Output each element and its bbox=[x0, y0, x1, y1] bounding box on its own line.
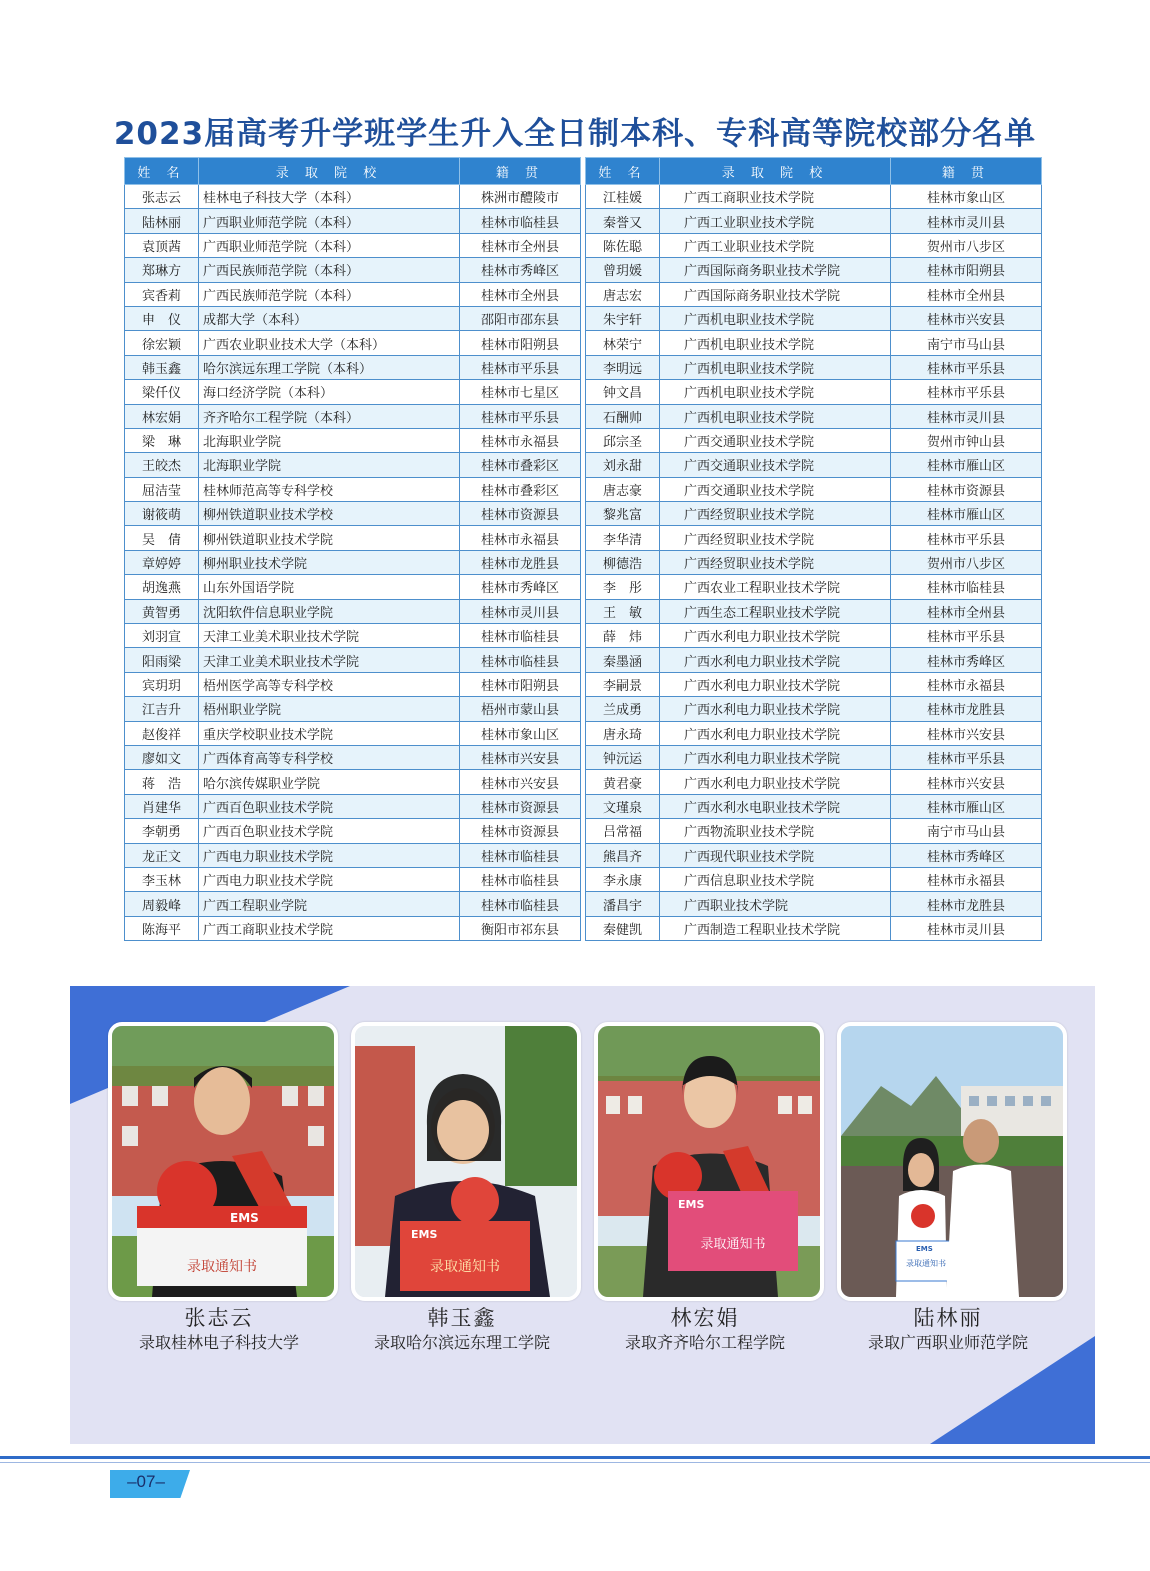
table-row bbox=[125, 770, 581, 794]
student-name-cell: 李明远 bbox=[586, 355, 660, 379]
admitted-school-cell: 齐齐哈尔工程学院（本科） bbox=[199, 404, 460, 428]
student-name-cell: 李 彤 bbox=[586, 575, 660, 599]
letter-text: 录取通知书 bbox=[430, 1259, 500, 1275]
hometown-cell: 桂林市兴安县 bbox=[891, 721, 1042, 745]
student-name-cell: 李永康 bbox=[586, 867, 660, 891]
table-row bbox=[586, 428, 1042, 452]
admitted-school: 录取齐齐哈尔工程学院 bbox=[624, 1333, 785, 1352]
hometown-cell: 桂林市雁山区 bbox=[891, 502, 1042, 526]
hometown-cell: 桂林市叠彩区 bbox=[460, 453, 581, 477]
table-row bbox=[125, 867, 581, 891]
hometown-cell: 桂林市阳朔县 bbox=[460, 672, 581, 696]
hometown-cell: 桂林市龙胜县 bbox=[891, 892, 1042, 916]
table-row bbox=[586, 745, 1042, 769]
student-name-cell: 林荣宁 bbox=[586, 331, 660, 355]
admitted-school-cell: 成都大学（本科） bbox=[199, 306, 460, 330]
hometown-cell: 桂林市龙胜县 bbox=[891, 697, 1042, 721]
table-row bbox=[125, 185, 581, 209]
admitted-school-cell: 广西水利电力职业技术学院 bbox=[660, 648, 891, 672]
student-name-cell: 肖建华 bbox=[125, 794, 199, 818]
student-name: 张志云 bbox=[184, 1306, 254, 1330]
table-row bbox=[125, 526, 581, 550]
hometown-cell: 桂林市灵川县 bbox=[891, 209, 1042, 233]
admitted-school-cell: 广西现代职业技术学院 bbox=[660, 843, 891, 867]
student-name-cell: 唐志豪 bbox=[586, 477, 660, 501]
student-name-cell: 屈洁莹 bbox=[125, 477, 199, 501]
admission-list bbox=[124, 157, 1042, 941]
admitted-school-cell: 广西机电职业技术学院 bbox=[660, 355, 891, 379]
hometown-cell: 桂林市永福县 bbox=[460, 526, 581, 550]
hometown-cell: 桂林市临桂县 bbox=[460, 648, 581, 672]
admitted-school-cell: 广西水利电力职业技术学院 bbox=[660, 770, 891, 794]
hometown-cell: 桂林市全州县 bbox=[460, 233, 581, 257]
hometown-cell: 桂林市平乐县 bbox=[460, 355, 581, 379]
admitted-school-cell: 广西民族师范学院（本科） bbox=[199, 282, 460, 306]
page-title: 2023届高考升学班学生升入全日制本科、专科高等院校部分名单 bbox=[113, 116, 1037, 152]
student-name-cell: 江吉升 bbox=[125, 697, 199, 721]
admitted-school-cell: 山东外国语学院 bbox=[199, 575, 460, 599]
hometown-cell: 桂林市资源县 bbox=[891, 477, 1042, 501]
hometown-cell: 桂林市平乐县 bbox=[891, 624, 1042, 648]
hometown-cell: 桂林市兴安县 bbox=[891, 306, 1042, 330]
admitted-school-cell: 柳州铁道职业技术学校 bbox=[199, 502, 460, 526]
admitted-school-cell: 广西机电职业技术学院 bbox=[660, 306, 891, 330]
admitted-school-cell: 广西水利电力职业技术学院 bbox=[660, 745, 891, 769]
admitted-school: 录取广西职业师范学院 bbox=[867, 1333, 1028, 1352]
student-name-cell: 谢筱萌 bbox=[125, 502, 199, 526]
admitted-school-cell: 广西水利电力职业技术学院 bbox=[660, 697, 891, 721]
student-name-cell: 申 仪 bbox=[125, 306, 199, 330]
student-name-cell: 兰成勇 bbox=[586, 697, 660, 721]
table-row bbox=[586, 770, 1042, 794]
hometown-cell: 桂林市平乐县 bbox=[891, 526, 1042, 550]
photo-caption bbox=[342, 1305, 582, 1355]
hometown-cell: 桂林市临桂县 bbox=[460, 624, 581, 648]
admitted-school-cell: 广西百色职业技术学院 bbox=[199, 819, 460, 843]
hometown-cell: 贺州市八步区 bbox=[891, 550, 1042, 574]
admitted-school-cell: 北海职业学院 bbox=[199, 428, 460, 452]
ems-logo: EMS bbox=[411, 1228, 438, 1241]
student-photo-image bbox=[841, 1026, 1063, 1297]
table-row bbox=[586, 721, 1042, 745]
student-name-cell: 刘永甜 bbox=[586, 453, 660, 477]
student-name-cell: 熊昌齐 bbox=[586, 843, 660, 867]
student-name-cell: 蒋 浩 bbox=[125, 770, 199, 794]
student-name-cell: 邱宗圣 bbox=[586, 428, 660, 452]
admitted-school-cell: 广西百色职业技术学院 bbox=[199, 794, 460, 818]
admitted-school-cell: 广西机电职业技术学院 bbox=[660, 331, 891, 355]
student-name-cell: 陈佐聪 bbox=[586, 233, 660, 257]
student-name-cell: 秦誉又 bbox=[586, 209, 660, 233]
student-name-cell: 柳德浩 bbox=[586, 550, 660, 574]
student-name-cell: 徐宏颖 bbox=[125, 331, 199, 355]
table-row bbox=[125, 233, 581, 257]
table-row bbox=[586, 233, 1042, 257]
student-name: 陆林丽 bbox=[913, 1306, 983, 1330]
student-name-cell: 廖如文 bbox=[125, 745, 199, 769]
header-hometown: 籍 贯 bbox=[891, 158, 1042, 185]
table-row bbox=[125, 477, 581, 501]
admitted-school-cell: 广西民族师范学院（本科） bbox=[199, 258, 460, 282]
table-row bbox=[125, 282, 581, 306]
hometown-cell: 桂林市兴安县 bbox=[891, 770, 1042, 794]
admitted-school-cell: 广西生态工程职业技术学院 bbox=[660, 599, 891, 623]
table-row bbox=[125, 550, 581, 574]
student-name-cell: 赵俊祥 bbox=[125, 721, 199, 745]
hometown-cell: 桂林市资源县 bbox=[460, 794, 581, 818]
table-row bbox=[125, 306, 581, 330]
admitted-school: 录取桂林电子科技大学 bbox=[138, 1333, 299, 1352]
student-photo-image bbox=[355, 1026, 577, 1297]
header-school: 录 取 院 校 bbox=[660, 158, 891, 185]
hometown-cell: 桂林市平乐县 bbox=[460, 404, 581, 428]
student-photo-image bbox=[598, 1026, 820, 1297]
hometown-cell: 南宁市马山县 bbox=[891, 331, 1042, 355]
admitted-school-cell: 广西工程职业学院 bbox=[199, 892, 460, 916]
admitted-school-cell: 广西信息职业技术学院 bbox=[660, 867, 891, 891]
table-row bbox=[586, 502, 1042, 526]
letter-text: 录取通知书 bbox=[906, 1259, 946, 1268]
student-name-cell: 陆林丽 bbox=[125, 209, 199, 233]
hometown-cell: 桂林市龙胜县 bbox=[460, 550, 581, 574]
table-row bbox=[586, 258, 1042, 282]
hometown-cell: 衡阳市祁东县 bbox=[460, 916, 581, 940]
table-row bbox=[125, 624, 581, 648]
student-photo bbox=[108, 1022, 338, 1301]
table-row bbox=[586, 648, 1042, 672]
table-row bbox=[586, 282, 1042, 306]
admitted-school-cell: 海口经济学院（本科） bbox=[199, 380, 460, 404]
letter-text: 录取通知书 bbox=[187, 1259, 257, 1275]
admitted-school-cell: 广西水利水电职业技术学院 bbox=[660, 794, 891, 818]
table-row bbox=[586, 209, 1042, 233]
table-row bbox=[125, 916, 581, 940]
hometown-cell: 桂林市雁山区 bbox=[891, 453, 1042, 477]
table-row bbox=[125, 355, 581, 379]
photo-caption bbox=[585, 1305, 825, 1355]
admitted-school-cell: 北海职业学院 bbox=[199, 453, 460, 477]
hometown-cell: 桂林市阳朔县 bbox=[460, 331, 581, 355]
student-photo-image bbox=[112, 1026, 334, 1297]
student-name-cell: 吕常福 bbox=[586, 819, 660, 843]
hometown-cell: 桂林市临桂县 bbox=[460, 867, 581, 891]
table-row bbox=[125, 892, 581, 916]
hometown-cell: 桂林市永福县 bbox=[460, 428, 581, 452]
student-name-cell: 文瑾泉 bbox=[586, 794, 660, 818]
hometown-cell: 桂林市全州县 bbox=[460, 282, 581, 306]
admitted-school-cell: 广西职业技术学院 bbox=[660, 892, 891, 916]
table-row bbox=[125, 331, 581, 355]
hometown-cell: 桂林市秀峰区 bbox=[460, 575, 581, 599]
table-row bbox=[125, 502, 581, 526]
admitted-school-cell: 广西农业工程职业技术学院 bbox=[660, 575, 891, 599]
student-name-cell: 宾香莉 bbox=[125, 282, 199, 306]
hometown-cell: 桂林市灵川县 bbox=[891, 916, 1042, 940]
student-name-cell: 王 敏 bbox=[586, 599, 660, 623]
table-row bbox=[586, 477, 1042, 501]
ems-logo: EMS bbox=[678, 1198, 705, 1211]
student-name-cell: 陈海平 bbox=[125, 916, 199, 940]
table-row bbox=[125, 599, 581, 623]
hometown-cell: 桂林市秀峰区 bbox=[460, 258, 581, 282]
admission-table-left bbox=[124, 157, 581, 941]
table-row bbox=[125, 648, 581, 672]
photo-caption bbox=[99, 1305, 339, 1355]
admission-table-right bbox=[585, 157, 1042, 941]
hometown-cell: 桂林市叠彩区 bbox=[460, 477, 581, 501]
hometown-cell: 桂林市全州县 bbox=[891, 599, 1042, 623]
student-name-cell: 王皎杰 bbox=[125, 453, 199, 477]
header-hometown: 籍 贯 bbox=[460, 158, 581, 185]
admitted-school-cell: 广西交通职业技术学院 bbox=[660, 453, 891, 477]
admitted-school-cell: 广西交通职业技术学院 bbox=[660, 477, 891, 501]
admitted-school-cell: 桂林电子科技大学（本科） bbox=[199, 185, 460, 209]
hometown-cell: 梧州市蒙山县 bbox=[460, 697, 581, 721]
table-row bbox=[586, 355, 1042, 379]
admitted-school-cell: 广西体育高等专科学校 bbox=[199, 745, 460, 769]
student-name-cell: 唐志宏 bbox=[586, 282, 660, 306]
hometown-cell: 株洲市醴陵市 bbox=[460, 185, 581, 209]
hometown-cell: 桂林市资源县 bbox=[460, 502, 581, 526]
student-name-cell: 李嗣景 bbox=[586, 672, 660, 696]
student-name: 林宏娟 bbox=[670, 1306, 740, 1330]
hometown-cell: 桂林市雁山区 bbox=[891, 794, 1042, 818]
student-name-cell: 江桂媛 bbox=[586, 185, 660, 209]
table-row bbox=[125, 428, 581, 452]
header-school: 录 取 院 校 bbox=[199, 158, 460, 185]
hometown-cell: 桂林市灵川县 bbox=[460, 599, 581, 623]
student-name-cell: 秦墨涵 bbox=[586, 648, 660, 672]
admitted-school-cell: 广西机电职业技术学院 bbox=[660, 404, 891, 428]
table-row bbox=[586, 453, 1042, 477]
hometown-cell: 桂林市永福县 bbox=[891, 672, 1042, 696]
admitted-school-cell: 广西交通职业技术学院 bbox=[660, 428, 891, 452]
table-row bbox=[125, 258, 581, 282]
admitted-school-cell: 天津工业美术职业技术学院 bbox=[199, 624, 460, 648]
student-name-cell: 黄智勇 bbox=[125, 599, 199, 623]
admitted-school-cell: 重庆学校职业技术学院 bbox=[199, 721, 460, 745]
student-name-cell: 章婷婷 bbox=[125, 550, 199, 574]
table-row bbox=[586, 624, 1042, 648]
table-row bbox=[125, 380, 581, 404]
hometown-cell: 桂林市全州县 bbox=[891, 282, 1042, 306]
hometown-cell: 桂林市资源县 bbox=[460, 819, 581, 843]
hometown-cell: 桂林市临桂县 bbox=[891, 575, 1042, 599]
student-name-cell: 唐永琦 bbox=[586, 721, 660, 745]
student-name-cell: 张志云 bbox=[125, 185, 199, 209]
table-row bbox=[125, 819, 581, 843]
hometown-cell: 桂林市兴安县 bbox=[460, 770, 581, 794]
admitted-school-cell: 广西工商职业技术学院 bbox=[199, 916, 460, 940]
photo-caption bbox=[828, 1305, 1068, 1355]
admitted-school-cell: 广西国际商务职业技术学院 bbox=[660, 282, 891, 306]
student-photo bbox=[594, 1022, 824, 1301]
admitted-school-cell: 广西水利电力职业技术学院 bbox=[660, 624, 891, 648]
hometown-cell: 桂林市平乐县 bbox=[891, 745, 1042, 769]
student-name-cell: 梁仟仪 bbox=[125, 380, 199, 404]
student-name-cell: 韩玉鑫 bbox=[125, 355, 199, 379]
student-name-cell: 郑琳方 bbox=[125, 258, 199, 282]
ems-logo: EMS bbox=[230, 1211, 259, 1225]
hometown-cell: 桂林市临桂县 bbox=[460, 209, 581, 233]
hometown-cell: 桂林市七星区 bbox=[460, 380, 581, 404]
student-name-cell: 潘昌宇 bbox=[586, 892, 660, 916]
admitted-school-cell: 哈尔滨远东理工学院（本科） bbox=[199, 355, 460, 379]
hometown-cell: 贺州市钟山县 bbox=[891, 428, 1042, 452]
table-row bbox=[125, 697, 581, 721]
header-name: 姓 名 bbox=[586, 158, 660, 185]
table-row bbox=[586, 185, 1042, 209]
admitted-school-cell: 梧州职业学院 bbox=[199, 697, 460, 721]
hometown-cell: 桂林市象山区 bbox=[891, 185, 1042, 209]
admitted-school-cell: 广西工业职业技术学院 bbox=[660, 209, 891, 233]
admitted-school-cell: 广西农业职业技术大学（本科） bbox=[199, 331, 460, 355]
admitted-school-cell: 广西电力职业技术学院 bbox=[199, 867, 460, 891]
admitted-school-cell: 广西经贸职业技术学院 bbox=[660, 526, 891, 550]
hometown-cell: 桂林市平乐县 bbox=[891, 380, 1042, 404]
student-name-cell: 钟沅运 bbox=[586, 745, 660, 769]
hometown-cell: 桂林市秀峰区 bbox=[891, 843, 1042, 867]
student-photo bbox=[351, 1022, 581, 1301]
table-row bbox=[586, 794, 1042, 818]
admitted-school-cell: 沈阳软件信息职业学院 bbox=[199, 599, 460, 623]
hometown-cell: 桂林市象山区 bbox=[460, 721, 581, 745]
student-name-cell: 李朝勇 bbox=[125, 819, 199, 843]
admitted-school-cell: 广西制造工程职业技术学院 bbox=[660, 916, 891, 940]
letter-text: 录取通知书 bbox=[700, 1237, 766, 1252]
student-name-cell: 曾玥媛 bbox=[586, 258, 660, 282]
admitted-school: 录取哈尔滨远东理工学院 bbox=[373, 1333, 550, 1352]
header-name: 姓 名 bbox=[125, 158, 199, 185]
admitted-school-cell: 广西电力职业技术学院 bbox=[199, 843, 460, 867]
admitted-school-cell: 广西国际商务职业技术学院 bbox=[660, 258, 891, 282]
table-row bbox=[586, 867, 1042, 891]
student-name-cell: 刘羽宣 bbox=[125, 624, 199, 648]
table-row bbox=[586, 331, 1042, 355]
student-name-cell: 周毅峰 bbox=[125, 892, 199, 916]
student-name-cell: 梁 琳 bbox=[125, 428, 199, 452]
student-photo-panel bbox=[70, 986, 1095, 1444]
table-row bbox=[125, 745, 581, 769]
admitted-school-cell: 广西水利电力职业技术学院 bbox=[660, 721, 891, 745]
table-row bbox=[586, 550, 1042, 574]
admitted-school-cell: 柳州职业技术学院 bbox=[199, 550, 460, 574]
admitted-school-cell: 广西经贸职业技术学院 bbox=[660, 502, 891, 526]
student-name-cell: 龙正文 bbox=[125, 843, 199, 867]
hometown-cell: 邵阳市邵东县 bbox=[460, 306, 581, 330]
table-row bbox=[586, 306, 1042, 330]
student-name: 韩玉鑫 bbox=[427, 1306, 497, 1330]
student-name-cell: 阳雨梁 bbox=[125, 648, 199, 672]
admitted-school-cell: 广西工业职业技术学院 bbox=[660, 233, 891, 257]
admitted-school-cell: 广西水利电力职业技术学院 bbox=[660, 672, 891, 696]
page-number: –07– bbox=[127, 1472, 165, 1491]
hometown-cell: 桂林市秀峰区 bbox=[891, 648, 1042, 672]
hometown-cell: 桂林市阳朔县 bbox=[891, 258, 1042, 282]
admitted-school-cell: 天津工业美术职业技术学院 bbox=[199, 648, 460, 672]
admitted-school-cell: 梧州医学高等专科学校 bbox=[199, 672, 460, 696]
hometown-cell: 南宁市马山县 bbox=[891, 819, 1042, 843]
table-row bbox=[586, 575, 1042, 599]
student-name-cell: 袁顶茜 bbox=[125, 233, 199, 257]
student-name-cell: 朱宇轩 bbox=[586, 306, 660, 330]
admitted-school-cell: 柳州铁道职业技术学院 bbox=[199, 526, 460, 550]
student-name-cell: 钟文昌 bbox=[586, 380, 660, 404]
admitted-school-cell: 桂林师范高等专科学校 bbox=[199, 477, 460, 501]
table-row bbox=[125, 721, 581, 745]
table-row bbox=[586, 819, 1042, 843]
table-row bbox=[586, 672, 1042, 696]
hometown-cell: 贺州市八步区 bbox=[891, 233, 1042, 257]
table-row bbox=[125, 672, 581, 696]
hometown-cell: 桂林市兴安县 bbox=[460, 745, 581, 769]
admitted-school-cell: 哈尔滨传媒职业学院 bbox=[199, 770, 460, 794]
table-row bbox=[125, 453, 581, 477]
table-row bbox=[125, 843, 581, 867]
hometown-cell: 桂林市灵川县 bbox=[891, 404, 1042, 428]
admitted-school-cell: 广西工商职业技术学院 bbox=[660, 185, 891, 209]
ems-logo: EMS bbox=[916, 1245, 933, 1253]
hometown-cell: 桂林市临桂县 bbox=[460, 892, 581, 916]
admitted-school-cell: 广西职业师范学院（本科） bbox=[199, 209, 460, 233]
student-photo bbox=[837, 1022, 1067, 1301]
table-row bbox=[586, 526, 1042, 550]
table-row bbox=[125, 209, 581, 233]
table-row bbox=[125, 575, 581, 599]
student-name-cell: 胡逸燕 bbox=[125, 575, 199, 599]
table-row bbox=[586, 380, 1042, 404]
student-name-cell: 吴 倩 bbox=[125, 526, 199, 550]
admitted-school-cell: 广西经贸职业技术学院 bbox=[660, 550, 891, 574]
student-name-cell: 李华清 bbox=[586, 526, 660, 550]
footer-rule bbox=[0, 1456, 1150, 1459]
table-row bbox=[586, 843, 1042, 867]
table-row bbox=[586, 892, 1042, 916]
hometown-cell: 桂林市临桂县 bbox=[460, 843, 581, 867]
student-name-cell: 薛 炜 bbox=[586, 624, 660, 648]
student-name-cell: 黄君豪 bbox=[586, 770, 660, 794]
student-name-cell: 李玉林 bbox=[125, 867, 199, 891]
student-name-cell: 林宏娟 bbox=[125, 404, 199, 428]
hometown-cell: 桂林市平乐县 bbox=[891, 355, 1042, 379]
student-name-cell: 黎兆富 bbox=[586, 502, 660, 526]
student-name-cell: 宾玥玥 bbox=[125, 672, 199, 696]
footer-rule-thin bbox=[0, 1462, 1150, 1463]
hometown-cell: 桂林市永福县 bbox=[891, 867, 1042, 891]
admitted-school-cell: 广西职业师范学院（本科） bbox=[199, 233, 460, 257]
table-row bbox=[586, 916, 1042, 940]
table-row bbox=[586, 599, 1042, 623]
admitted-school-cell: 广西机电职业技术学院 bbox=[660, 380, 891, 404]
student-name-cell: 秦健凯 bbox=[586, 916, 660, 940]
table-row bbox=[586, 404, 1042, 428]
admitted-school-cell: 广西物流职业技术学院 bbox=[660, 819, 891, 843]
table-row bbox=[125, 404, 581, 428]
table-row bbox=[125, 794, 581, 818]
table-row bbox=[586, 697, 1042, 721]
student-name-cell: 石酬帅 bbox=[586, 404, 660, 428]
